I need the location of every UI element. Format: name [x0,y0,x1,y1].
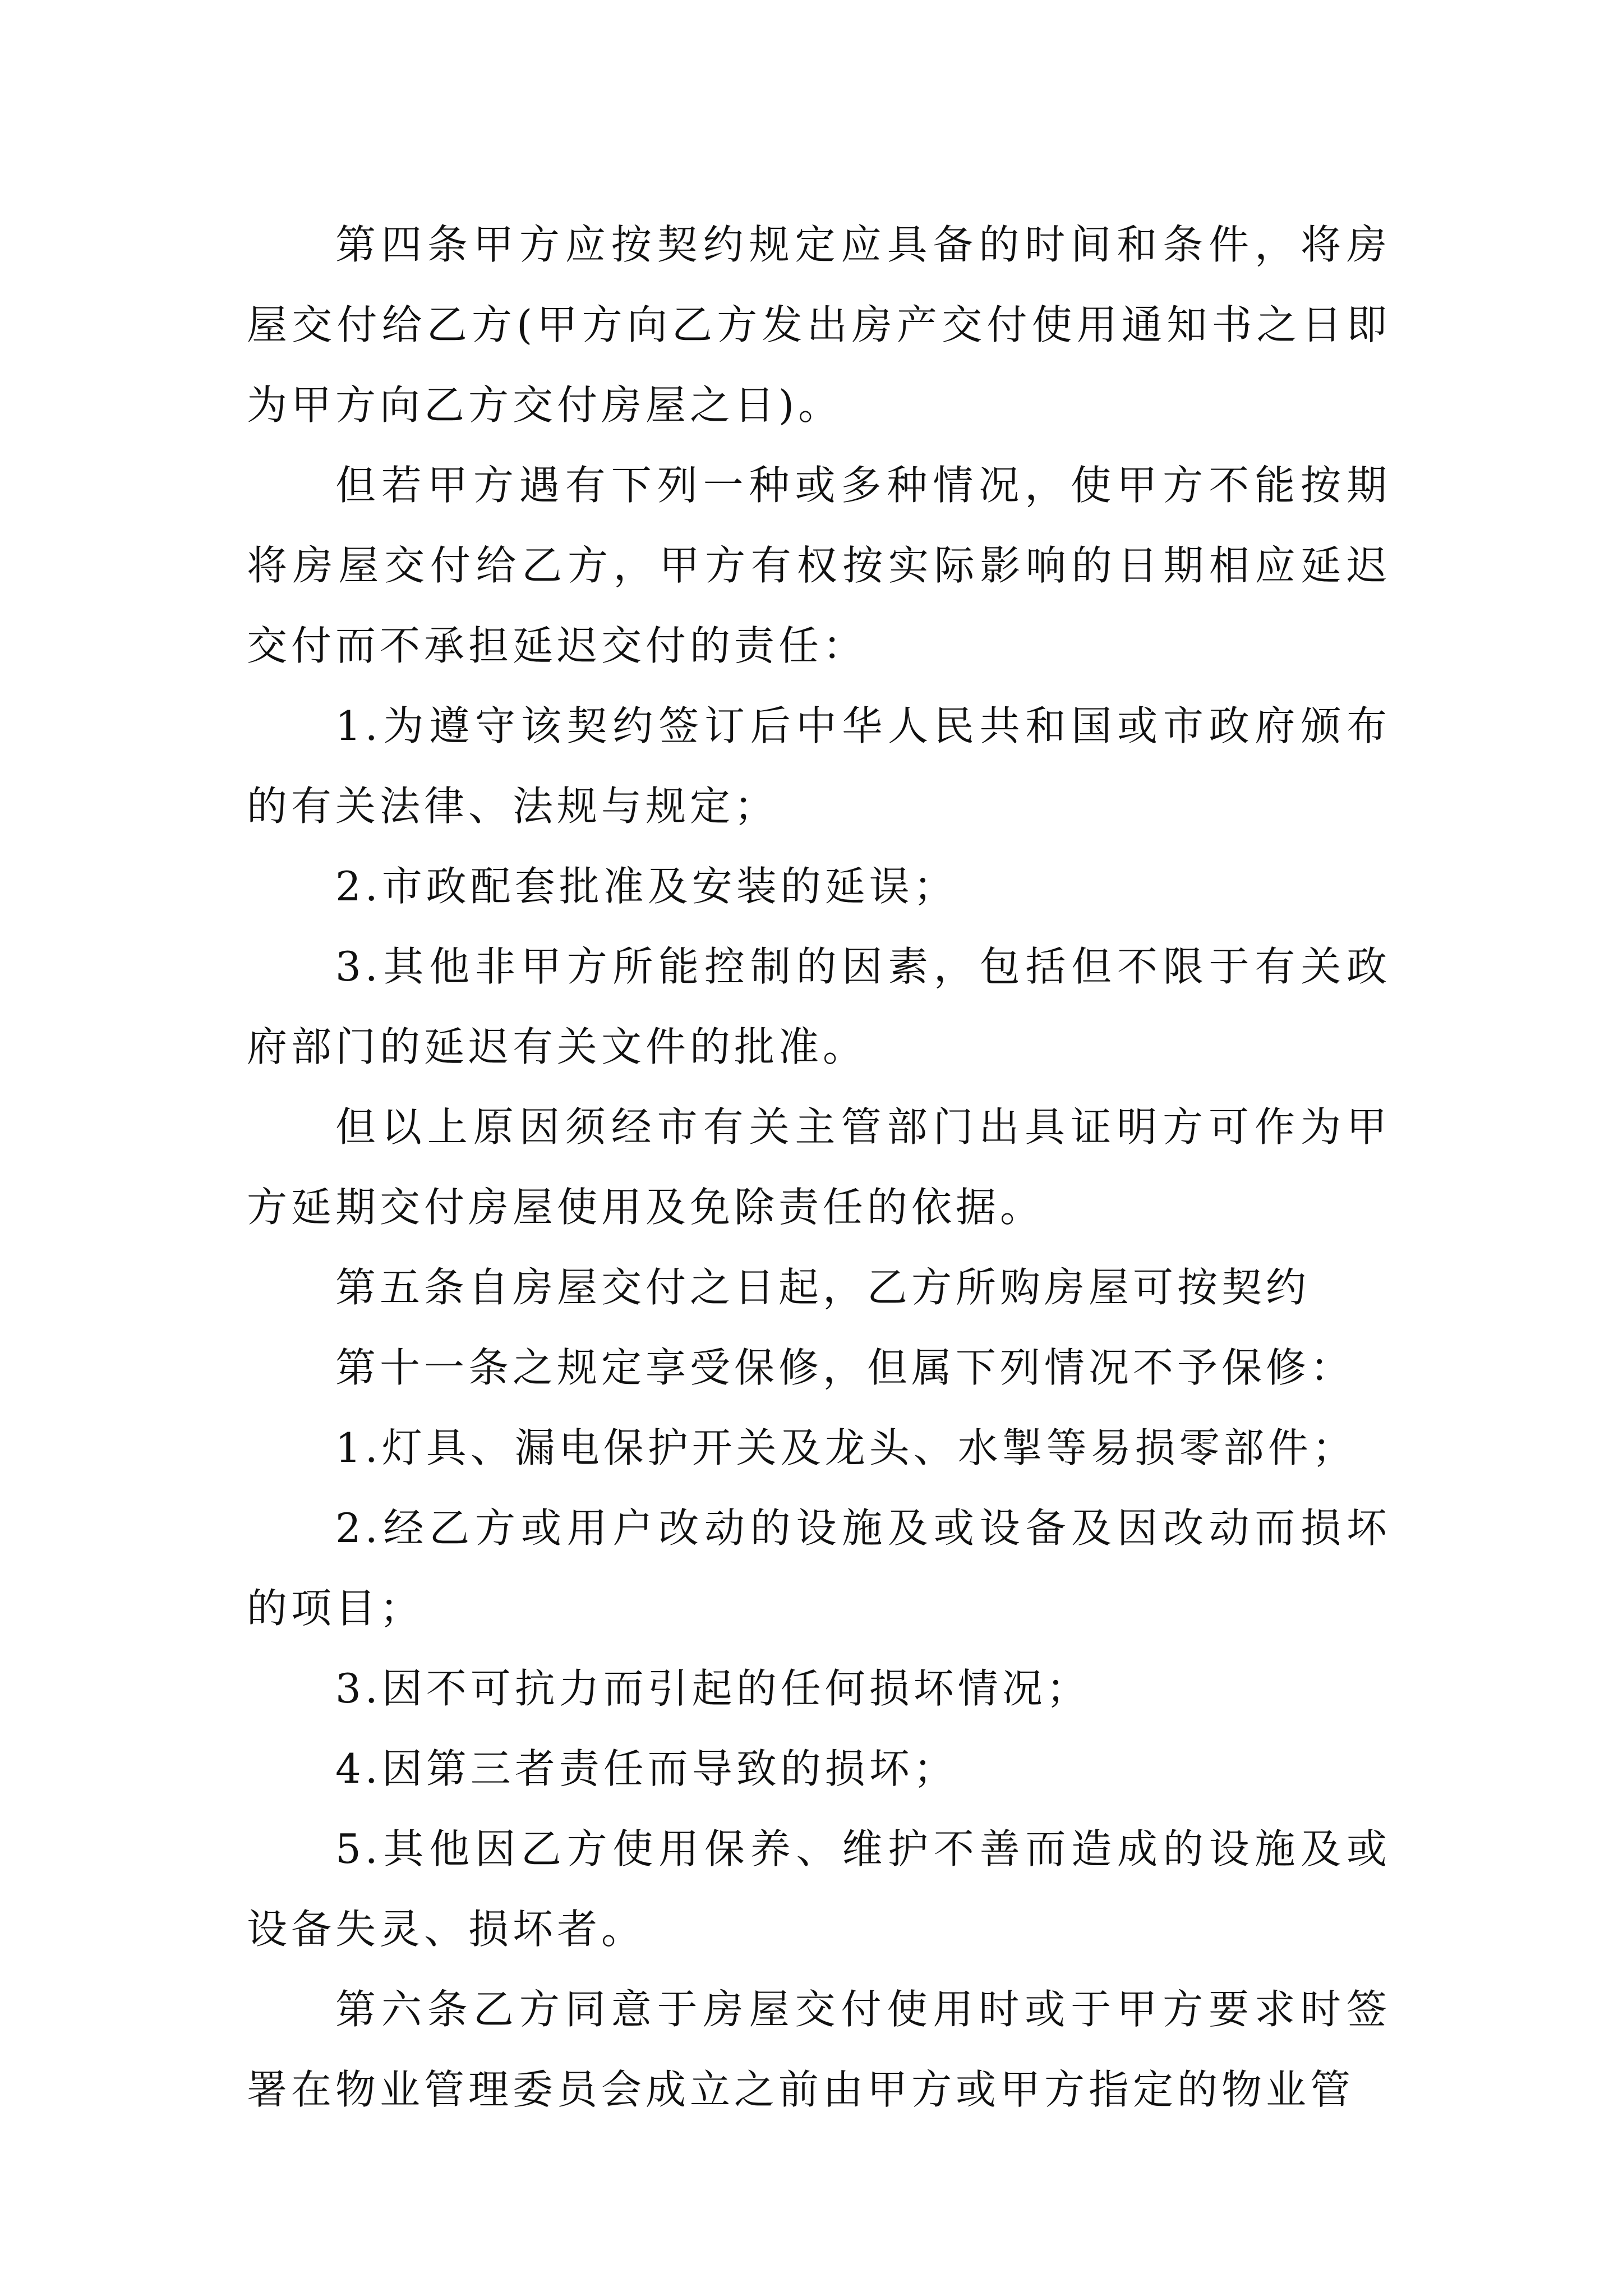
paragraph-article-11-reference: 第十一条之规定享受保修，但属下列情况不予保修： [335,1344,1355,1391]
warranty-exclusion-5: 5.其他因乙方使用保养、维护不善而造成的设施及或设备失灵、损坏者。 [247,1825,1391,1953]
warranty-exclusion-4: 4.因第三者责任而导致的损坏； [335,1745,958,1792]
list-item-2: 2.市政配套批准及安装的延误； [335,863,958,910]
list-item-3: 3.其他非甲方所能控制的因素，包括但不限于有关政府部门的延迟有关文件的批准。 [247,943,1391,1070]
paragraph-article-6: 第六条乙方同意于房屋交付使用时或于甲方要求时签署在物业管理委员会成立之前由甲方或甲方指定的物业管 [247,1986,1391,2113]
paragraph-delay-exceptions: 但若甲方遇有下列一种或多种情况，使甲方不能按期将房屋交付给乙方，甲方有权按实际影响的日期相应延迟交付而不承担延迟交付的责任： [247,462,1391,669]
warranty-exclusion-1: 1.灯具、漏电保护开关及龙头、水掣等易损零部件； [335,1424,1357,1471]
paragraph-proof-requirement: 但以上原因须经市有关主管部门出具证明方可作为甲方延期交付房屋使用及免除责任的依据。 [247,1103,1391,1231]
warranty-exclusion-2: 2.经乙方或用户改动的设施及或设备及因改动而损坏的项目； [247,1504,1391,1632]
list-item-1: 1.为遵守该契约签订后中华人民共和国或市政府颁布的有关法律、法规与规定； [247,702,1391,830]
document-body [247,205,1391,2130]
paragraph-article-4: 第四条甲方应按契约规定应具备的时间和条件，将房屋交付给乙方(甲方向乙方发出房产交付使用通知书之日即为甲方向乙方交付房屋之日)。 [247,221,1391,429]
paragraph-article-5: 第五条自房屋交付之日起，乙方所购房屋可按契约 [335,1264,1311,1311]
warranty-exclusion-3: 3.因不可抗力而引起的任何损坏情况； [335,1665,1091,1712]
